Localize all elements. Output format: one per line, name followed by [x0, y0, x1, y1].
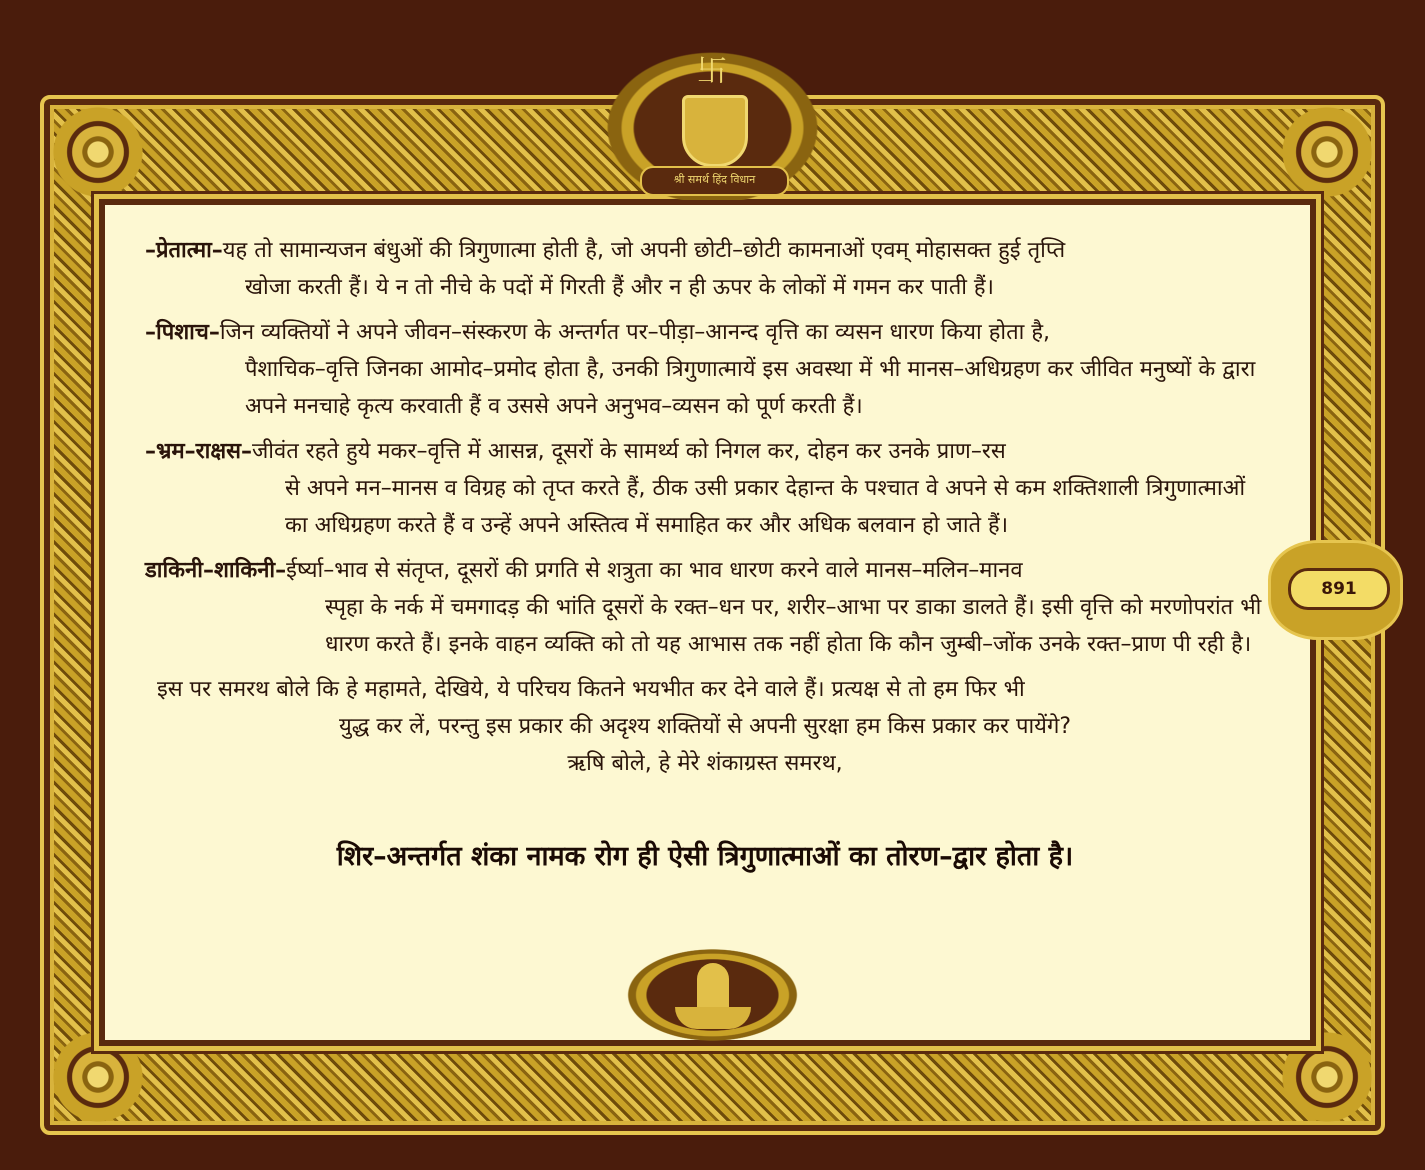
entry-bhram-rakshas	[145, 433, 1265, 544]
entry-pretatma	[145, 232, 1265, 306]
entry-rest: से अपने मन–मानस व विग्रह को तृप्त करते हैं, ठीक उसी प्रकार देहान्त के पश्चात वे अपने से कम शक्तिशाली त्रिगुणात्माओं का अधिग्रहण करते हैं व उन्हें अपने अस्तित्व में समाहित कर और अधिक बलवान हो जाते हैं।	[285, 476, 1246, 538]
closing-line-2: युद्ध कर लें, परन्तु इस प्रकार की अदृश्य शक्तियों से अपनी सुरक्षा हम किस प्रकार कर पायेंगे?	[338, 714, 1072, 739]
crest-emblem	[590, 40, 835, 200]
closing-paragraph	[145, 671, 1265, 782]
entry-line1: जीवंत रहते हुये मकर–वृत्ति में आसन्न, दूसरों के सामर्थ्य को निगल कर, दोहन कर उनके प्राण–रस	[251, 439, 1006, 464]
entry-pishach	[145, 314, 1265, 425]
page-number: 891	[1288, 568, 1390, 610]
entry-term: –भ्रम–राक्षस–	[145, 439, 252, 464]
entry-term: –प्रेतात्मा–	[145, 238, 223, 263]
svastika-icon: 卐	[697, 54, 727, 89]
shield-icon	[682, 95, 748, 167]
lotus-figure-emblem	[620, 945, 805, 1045]
entry-dakini-shakini	[145, 552, 1265, 663]
conclusion-heading: शिर–अन्तर्गत शंका नामक रोग ही ऐसी त्रिगुणात्माओं का तोरण–द्वार होता है।	[336, 841, 1074, 872]
entry-line1: जिन व्यक्तियों ने अपने जीवन–संस्करण के अन्तर्गत पर–पीड़ा–आनन्द वृत्ति का व्यसन धारण किया होता है,	[219, 320, 1051, 345]
lotus-icon	[675, 1007, 751, 1029]
crest-ribbon: श्री समर्थ हिंद विधान	[640, 166, 789, 196]
document-body	[145, 232, 1265, 782]
corner-ornament-top-right	[1267, 92, 1387, 212]
entry-line1: यह तो सामान्यजन बंधुओं की त्रिगुणात्मा होती है, जो अपनी छोटी–छोटी कामनाओं एवम् मोहासक्त हुई तृप्ति	[222, 238, 1066, 263]
entry-term: डाकिनी–शाकिनी–	[145, 558, 287, 583]
corner-ornament-top-left	[38, 92, 158, 212]
entry-rest: पैशाचिक–वृत्ति जिनका आमोद–प्रमोद होता है, उनकी त्रिगुणात्मायें इस अवस्था में भी मानस–अधिग्रहण कर जीवित मनुष्यों के द्वारा अपने मनचाहे कृत्य करवाती हैं व उससे अपने अनुभव–व्यसन को पूर्ण करती हैं।	[245, 357, 1256, 419]
closing-line-3: ऋषि बोले, हे मेरे शंकाग्रस्त समरथ,	[567, 751, 843, 776]
entry-rest: स्पृहा के नर्क में चमगादड़ की भांति दूसरों के रक्त–धन पर, शरीर–आभा पर डाका डालते हैं। इसी वृत्ति को मरणोपरांत भी धारण करते हैं। इनके वाहन व्यक्ति को तो यह आभास तक नहीं होता कि कौन जुम्बी–जोंक उनके रक्त–प्राण पी रही है।	[325, 595, 1262, 657]
entry-term: –पिशाच–	[145, 320, 220, 345]
entry-rest: खोजा करती हैं। ये न तो नीचे के पदों में गिरती हैं और न ही ऊपर के लोकों में गमन कर पाती हैं।	[245, 275, 994, 300]
entry-line1: ईर्ष्या–भाव से संतृप्त, दूसरों की प्रगति से शत्रुता का भाव धारण करने वाले मानस–मलिन–मानव	[286, 558, 1023, 583]
closing-line-1: इस पर समरथ बोले कि हे महामते, देखिये, ये परिचय कितने भयभीत कर देने वाले हैं। प्रत्यक्ष से तो हम फिर भी	[157, 677, 1025, 702]
